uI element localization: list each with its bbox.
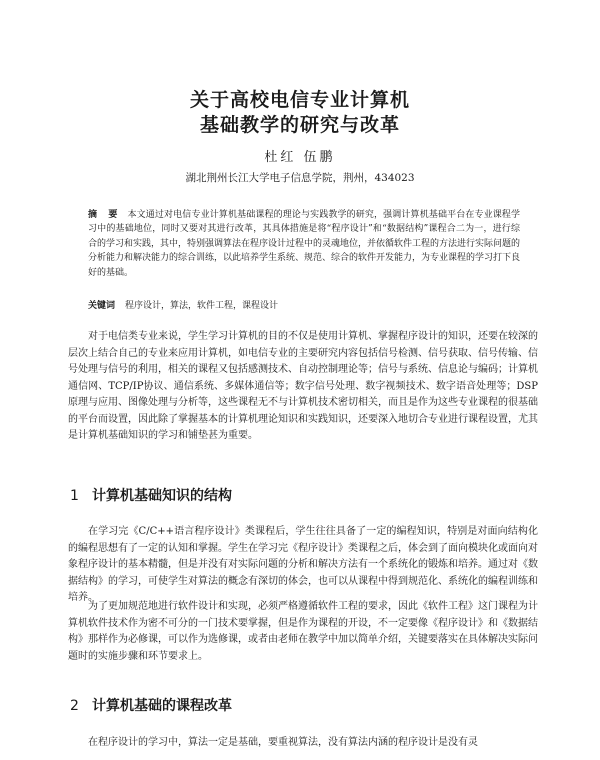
keywords-label: 关键词 bbox=[88, 301, 116, 311]
section-title-2: 计算机基础的课程改革 bbox=[92, 698, 232, 714]
abstract-text: 本文通过对电信专业计算机基础课程的理论与实践教学的研究，强调计算机基础平台在专业课程学习中的基础地位，同时又要对其进行改革，其具体措施是将“程序设计”和“数据结构”课程合二为一，进行综合的学习和实践，其中，特别强调算法在程序设计过程中的灵魂地位，并依循软件工程的方法进行实际问题的分析能力和解决能力的综合训练，以此培养学生系统、规范、综合的软件开发能力，为专业课程的学习打下良好的基础。 bbox=[88, 210, 521, 278]
section-title-1: 计算机基础知识的结构 bbox=[92, 488, 232, 504]
paper-title-line-1: 关于高校电信专业计算机 bbox=[189, 89, 410, 111]
section1-paragraph-1: 在学习完《C/C++语言程序设计》类课程后，学生往往具备了一定的编程知识，特别是对面向结构化的编程思想有了一定的认知和掌握。学生在学习完《程序设计》类课程之后，体会到了面向模块化或面向对象程序设计的基本精髓，但是并没有对实际问题的分析和解决方法有一个系统化的锻炼和培养。通过对《数据结构》的学习，可使学生对算法的概念有深切的体会，也可以从课程中得到规范化、系统化的编程训练和培养。 bbox=[68, 526, 538, 603]
section-number-1: 1 bbox=[70, 488, 79, 504]
section-heading-1 bbox=[70, 487, 232, 505]
section1-paragraph-2: 为了更加规范地进行软件设计和实现，必须严格遵循软件工程的要求，因此《软件工程》这门课程为计算机软件技术作为密不可分的一门技术要掌握，但是作为课程的开设，不一定要像《程序设计》和《数据结构》那样作为必修课，可以作为选修课，或者由老师在教学中加以简单介绍，关键要落实在具体解决实际问题时的实施步骤和环节要求上。 bbox=[68, 601, 538, 662]
keywords-text: 程序设计，算法，软件工程，课程设计 bbox=[125, 301, 279, 311]
section2-paragraph-1: 在程序设计的学习中，算法一定是基础，要重视算法，没有算法内涵的程序设计是没有灵 bbox=[88, 737, 478, 748]
abstract-block bbox=[88, 208, 520, 280]
paper-authors: 杜红 伍鹏 bbox=[264, 150, 336, 165]
section-number-2: 2 bbox=[70, 698, 79, 714]
intro-paragraph: 对于电信类专业来说，学生学习计算机的目的不仅是使用计算机、掌握程序设计的知识，还要在较深的层次上结合自己的专业来应用计算机，如电信专业的主要研究内容包括信号检测、信号获取、信号传输、信号处理与信号的利用，相关的课程又包括感测技术、自动控制理论等；信号与系统、信息论与编码；计算机通信网、TCP/IP协议、通信系统、多媒体通信等；数字信号处理、数字视频技术、数字语音处理等；DSP原理与应用、图像处理与分析等，这些课程无不与计算机技术密切相关，而且是作为这些专业课程的很基础的平台而设置，因此除了掌握基本的计算机理论知识和实践知识，还要深入地切合专业进行课程设置，尤其是计算机基础知识的学习和铺垫甚为重要。 bbox=[68, 331, 538, 441]
abstract-label: 摘 要 bbox=[88, 210, 122, 220]
section-heading-2 bbox=[70, 697, 232, 715]
keywords-block bbox=[88, 299, 520, 313]
paper-affiliation: 湖北荆州长江大学电子信息学院，荆州，434023 bbox=[185, 172, 415, 184]
paper-title-line-2: 基础教学的研究与改革 bbox=[199, 114, 400, 136]
